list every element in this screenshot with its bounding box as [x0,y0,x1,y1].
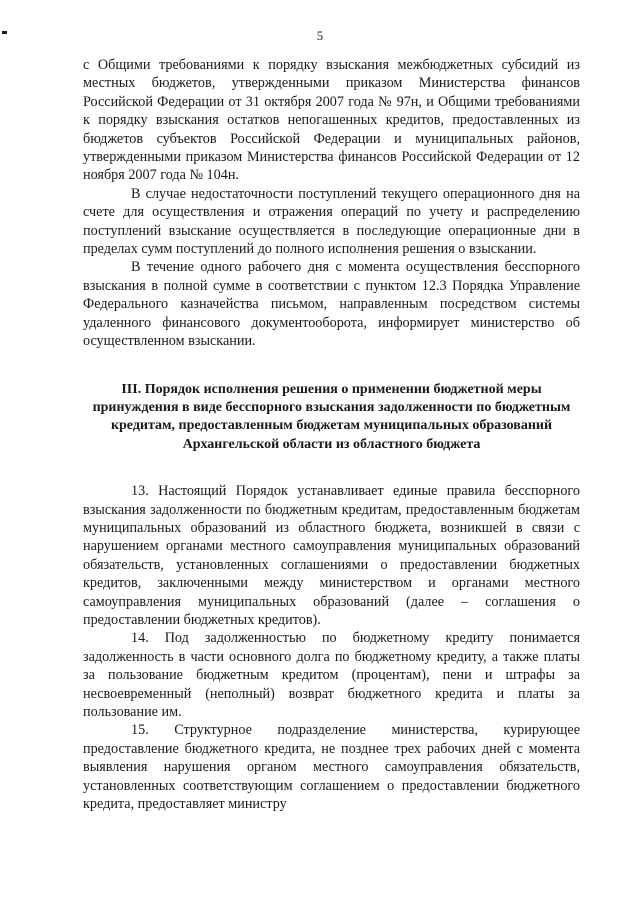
paragraph-treasury-notification: В течение одного рабочего дня с момента осуществления бесспорного взыскания в полной сумме в соответствии с пунктом 12.3 Порядка Управление Федерального казначейства письмом, направленным посредством системы удаленного финансового документооборота, информирует министерство об осуществленном взыскании. [83,259,580,350]
document-body [83,56,580,813]
paragraph-insufficient-receipts: В случае недостаточности поступлений текущего операционного дня на счете для осуществления и отражения операций по учету и распределению поступлений взыскание осуществляется в последующие операционные дни в пределах сумм поступлений до полного исполнения решения о взыскании. [83,185,580,258]
paragraph-intro: с Общими требованиями к порядку взыскания межбюджетных субсидий из местных бюджетов, утвержденными приказом Министерства финансов Российской Федерации от 31 октября 2007 года № 97н, и Общими требованиями к порядку взыскания остатков непогашенных кредитов, предоставленных из бюджетов субъектов Российской Федерации и муниципальных районов, утвержденными приказом Министерства финансов Российской Федерации от 12 ноября 2007 года № 104н. [83,57,580,184]
page-number: 5 [316,28,324,43]
section-heading: III. Порядок исполнения решения о применении бюджетной меры принуждения в виде бесспорного взыскания задолженности по бюджетным кредитам, предоставленным бюджетам муниципальных образований Архангельской области из областного бюджета [92,381,571,452]
paragraph-15: 15. Структурное подразделение министерства, курирующее предоставление бюджетного кредита, не позднее трех рабочих дней с момента выявления нарушения органом местного самоуправления обязательств, установленных соответствующим соглашением о предоставлении бюджетного кредита, предоставляет министру [83,722,580,813]
paragraph-14: 14. Под задолженностью по бюджетному кредиту понимается задолженность в части основного долга по бюджетному кредиту, а также платы за пользование бюджетным кредитом (процентам), пени и штрафы за несвоевременный (неполный) возврат бюджетного кредита и платы за пользование им. [83,630,580,720]
paragraph-13: 13. Настоящий Порядок устанавливает единые правила бесспорного взыскания задолженности по бюджетным кредитам, предоставленным бюджетам муниципальных образований из областного бюджета, возникшей в связи с нарушением органами местного самоуправления муниципальных образований обязательств, установленных соглашениями о предоставлении бюджетных кредитов, заключенными между министерством и органами местного самоуправления муниципальных образований (далее – соглашения о предоставлении бюджетных кредитов). [83,483,580,628]
